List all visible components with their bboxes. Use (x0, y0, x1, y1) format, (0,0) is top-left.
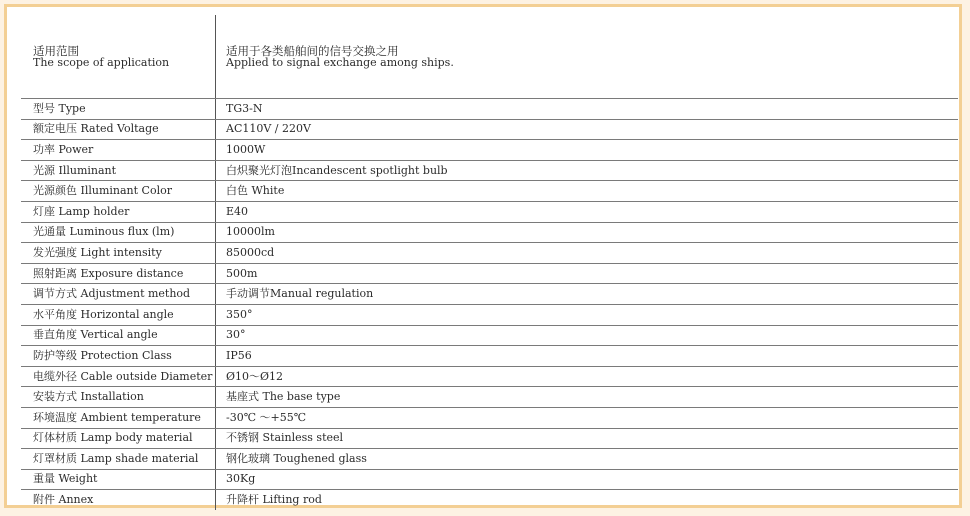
table-row (21, 490, 958, 510)
spec-value: 基座式 The base type (216, 387, 959, 408)
spec-value: 白炽聚光灯泡Incandescent spotlight bulb (216, 160, 959, 181)
scope-row (21, 15, 958, 99)
spec-value: IP56 (216, 346, 959, 367)
spec-value: 10000lm (216, 222, 959, 243)
spec-label: 重量 Weight (21, 469, 216, 490)
table-row (21, 449, 958, 470)
table-row (21, 263, 958, 284)
table-row (21, 366, 958, 387)
spec-label: 附件 Annex (21, 490, 216, 510)
spec-label: 灯座 Lamp holder (21, 201, 216, 222)
spec-value: 30Kg (216, 469, 959, 490)
spec-value: 升降杆 Lifting rod (226, 493, 322, 507)
table-row (21, 284, 958, 305)
spec-value: 85000cd (216, 243, 959, 264)
spec-value: 手动调节Manual regulation (216, 284, 959, 305)
table-row (21, 201, 958, 222)
table-row (21, 325, 958, 346)
table-row (21, 119, 958, 140)
spec-label: 防护等级 Protection Class (21, 346, 216, 367)
table-row (21, 181, 958, 202)
table-row (21, 222, 958, 243)
spec-label: 环境温度 Ambient temperature (21, 407, 216, 428)
table-row (21, 304, 958, 325)
spec-value: -30℃ ～+55℃ (216, 407, 959, 428)
spec-value: 350° (216, 304, 959, 325)
spec-label: 电缆外径 Cable outside Diameter (21, 366, 216, 387)
spec-value: E40 (216, 201, 959, 222)
spec-label: 垂直角度 Vertical angle (21, 325, 216, 346)
scope-value-cn: 适用于各类船舶间的信号交换之用 (226, 43, 399, 58)
table-row (21, 243, 958, 264)
spec-value: 1000W (216, 140, 959, 161)
table-row (21, 428, 958, 449)
table-row (21, 99, 958, 120)
spec-value: TG3-N (216, 99, 959, 120)
spec-label: 发光强度 Light intensity (21, 243, 216, 264)
scope-label-en: The scope of application (33, 55, 170, 69)
spec-label: 光源颜色 Illuminant Color (21, 181, 216, 202)
spec-label: 光通量 Luminous flux (lm) (21, 222, 216, 243)
spec-value: 白色 White (216, 181, 959, 202)
scope-value-en: Applied to signal exchange among ships. (226, 55, 454, 69)
spec-value: Ø10～Ø12 (216, 366, 959, 387)
spec-value: 不锈钢 Stainless steel (216, 428, 959, 449)
spec-label: 功率 Power (21, 140, 216, 161)
scope-label-cn: 适用范围 (33, 43, 79, 58)
spec-value: 500m (216, 263, 959, 284)
spec-label: 型号 Type (21, 99, 216, 120)
spec-value: 钢化玻璃 Toughened glass (216, 449, 959, 470)
scope-value (216, 15, 959, 99)
scope-label (21, 15, 216, 99)
spec-table (21, 15, 958, 510)
spec-value: AC110V / 220V (216, 119, 959, 140)
table-row (21, 346, 958, 367)
spec-label: 调节方式 Adjustment method (21, 284, 216, 305)
spec-label: 额定电压 Rated Voltage (21, 119, 216, 140)
spec-label: 灯体材质 Lamp body material (21, 428, 216, 449)
spec-value: 30° (216, 325, 959, 346)
table-row (21, 407, 958, 428)
table-row (21, 140, 958, 161)
spec-label: 光源 Illuminant (21, 160, 216, 181)
spec-sheet-frame (4, 4, 962, 508)
table-row (21, 469, 958, 490)
table-row (21, 387, 958, 408)
spec-label: 安装方式 Installation (21, 387, 216, 408)
spec-label: 灯罩材质 Lamp shade material (21, 449, 216, 470)
spec-label: 水平角度 Horizontal angle (21, 304, 216, 325)
table-row (21, 160, 958, 181)
spec-label: 照射距离 Exposure distance (21, 263, 216, 284)
